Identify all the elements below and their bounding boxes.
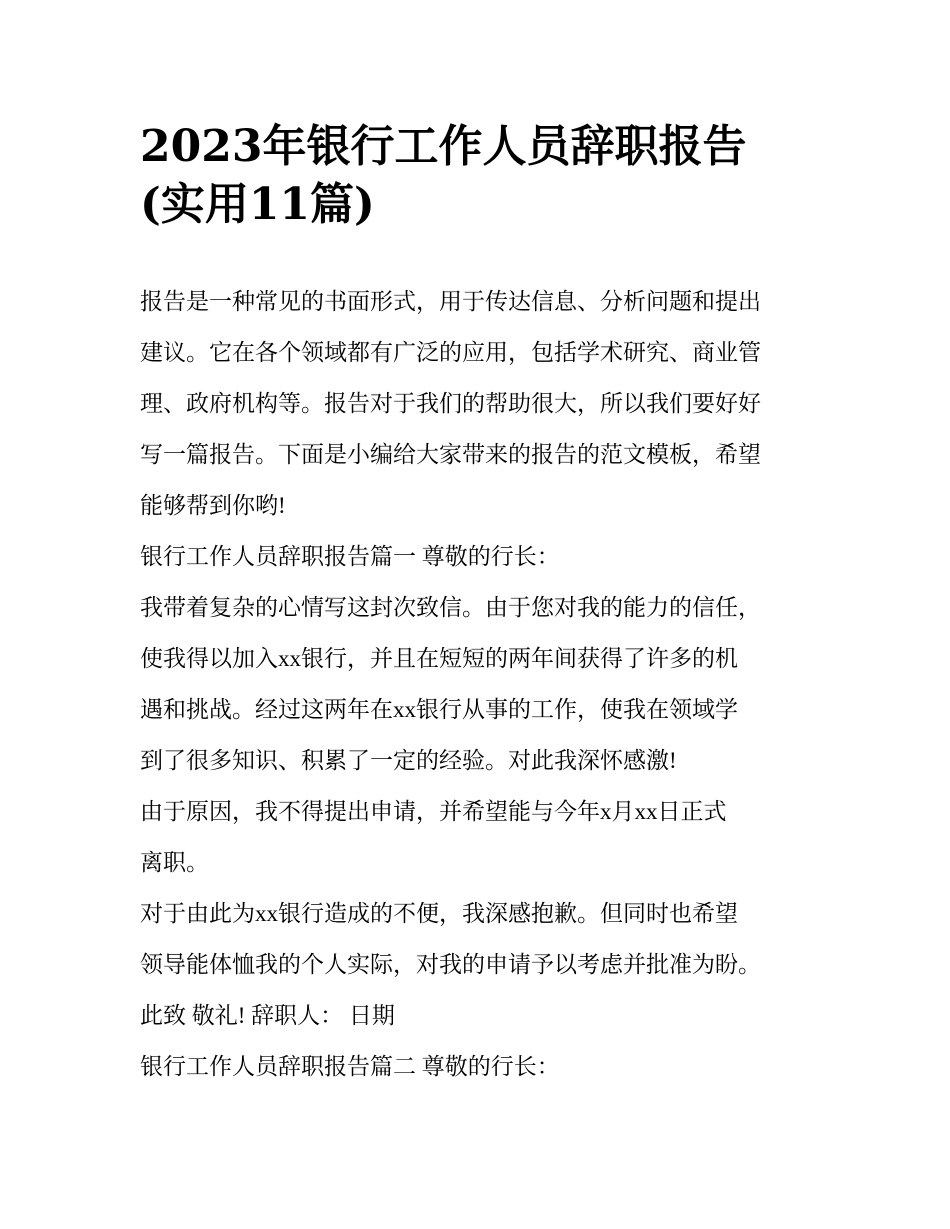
title-line-1: 2023年银行工作人员辞职报告 [140,121,747,172]
body-line: 报告是一种常见的书面形式，用于传达信息、分析问题和提出 [140,289,761,314]
document-body [140,276,820,1092]
section-heading-1: 银行工作人员辞职报告篇一 尊敬的行长： [140,544,560,569]
body-line: 我带着复杂的心情写这封次致信。由于您对我的能力的信任， [140,595,761,620]
body-line: 对于由此为xx银行造成的不便，我深感抱歉。但同时也希望 [140,901,738,926]
section-heading-2: 银行工作人员辞职报告篇二 尊敬的行长： [140,1054,560,1079]
body-line: 建议。它在各个领域都有广泛的应用，包括学术研究、商业管 [140,340,761,365]
body-line: 能够帮到你哟! [140,493,286,518]
closing-line: 此致 敬礼! 辞职人： 日期 [140,1003,395,1028]
body-line: 由于原因，我不得提出申请，并希望能与今年x月xx日正式 [140,799,727,824]
body-line: 到了很多知识、积累了一定的经验。对此我深怀感激! [140,748,677,773]
body-line: 理、政府机构等。报告对于我们的帮助很大，所以我们要好好 [140,391,761,416]
body-line: 使我得以加入xx银行，并且在短短的两年间获得了许多的机 [140,646,738,671]
body-line: 领导能体恤我的个人实际，对我的申请予以考虑并批准为盼。 [140,952,761,977]
title-line-2: (实用11篇) [140,179,375,230]
document-title [140,118,820,234]
body-line: 离职。 [140,850,209,875]
body-line: 遇和挑战。经过这两年在xx银行从事的工作，使我在领域学 [140,697,738,722]
body-line: 写一篇报告。下面是小编给大家带来的报告的范文模板，希望 [140,442,761,467]
